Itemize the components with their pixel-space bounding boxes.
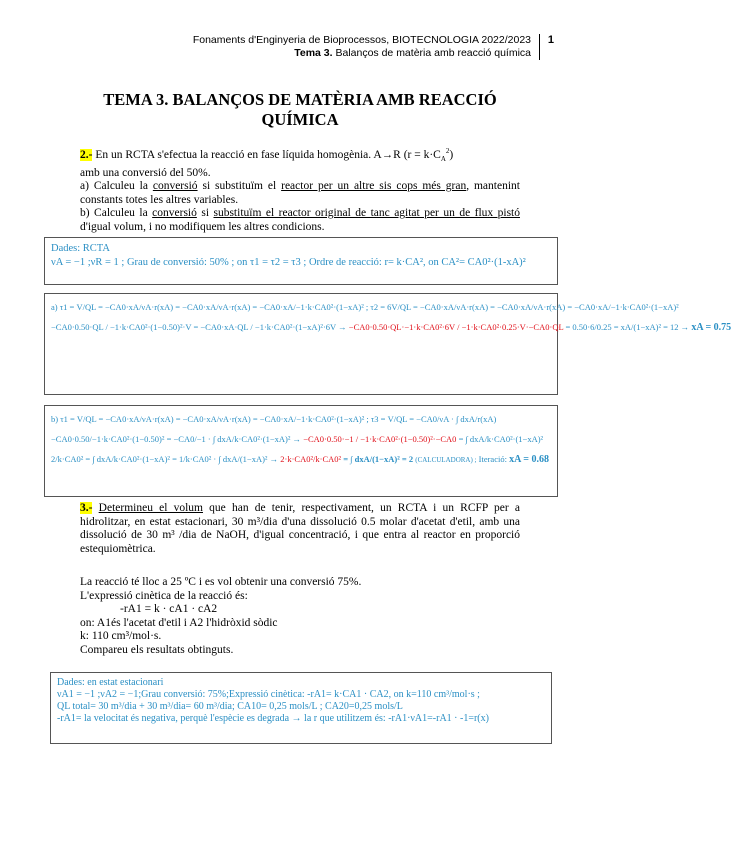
problem-2: 2.- En un RCTA s'efectua la reacció en fase líquida homogènia. A→R $(r = k\cdot C_A^2)$ amb una conversió del 50%. a) Calculeu la conversió si substituïm el reactor per un altre sis cops més gran, mantenint constants totes les altres variables. b) Calculeu la conversió si substituïm el reactor original de tanc agitat per un de flux pistó d'igual volum, i no modifiquem les altres condicions. [80,147,520,233]
solution-b-row-3: 2/k·CA0² = ∫ dxA/k·CA0²·(1−xA)² = 1/k·CA0² · ∫ dxA/(1−xA)² → 2·k·CA0²/k·CA0² = ∫ dxA/(1−xA)² = 2 (CALCULADORA) ; Iteració: xA = 0.68 [51,454,549,465]
problem-3-details: La reacció té lloc a 25 ºC i es vol obtenir una conversió 75%. L'expressió cinètica de la reacció és: -rA1 = k · cA1 · cA2 on: A1és l'acetat d'etil i A2 l'hidròxid sòdic k: 110 cm³/mol·s. Compareu els resultats obtinguts. [80,576,520,657]
document-header [193,34,540,60]
result-a: xA = 0.75 [691,322,731,333]
solution-a-row-2: −CA0·0.50·QL / −1·k·CA0²·(1−0.50)²·V = −CA0·xA·QL / −1·k·CA0²·(1−xA)²·6V → −CA0·0.50·QL·−1·k·CA0²·6V / −1·k·CA0²·0.25·V·−CA0·QL = 0.50·6/0.25 = xA/(1−xA)² = 12 → xA = 0.75 [51,322,731,333]
data-box-content: νA = −1 ;νR = 1 ; Grau de conversió: 50% ; on τ1 = τ2 = τ3 ; Ordre de reacció: r= k·CA², on CA²= CA0²·(1-xA)² [51,257,526,268]
page-title: TEMA 3. BALANÇOS DE MATÈRIA AMB REACCIÓ QUÍMICA [103,90,497,129]
data-box-title: Dades: RCTA [51,243,110,254]
solution-a-row-1: a) τ1 = V/QL = −CA0·xA/νA·r(xA) = −CA0·xA/νA·r(xA) = −CA0·xA/−1·k·CA0²·(1−xA)² ; τ2 = 6V/QL = −CA0·xA/νA·r(xA) = −CA0·xA/νA·r(xA) = −CA0·xA/−1·k·CA0²·(1−xA)² [51,302,679,312]
header-topic: Tema 3. Balanços de matèria amb reacció química [294,47,531,59]
problem-3: 3.- Determineu el volum que han de tenir, respectivament, un RCTA i un RCFP per a hidrolitzar, en estat estacionari, 30 m³/dia d'una dissolució 0.5 molar d'acetat d'etil, amb una dissolució de 30 m³ /dia de NaOH, d'igual concentració, i que entra al reactor en proporció estequiomètrica. [80,502,520,555]
page-number: 1 [547,34,554,46]
problem-number: 2.- [80,148,93,161]
data-box-steady-state: Dades: en estat estacionari νA1 = −1 ;νA2 = −1;Grau conversió: 75%;Expressió cinètica: -rA1= k·CA1 · CA2, on k=110 cm³/mol·s ; QL total= 30 m³/dia + 30 m³/dia= 60 m³/dia; CA10= 0,25 mols/L ; CA20=0,25 mols/L -rA1= la velocitat és negativa, perquè l'espècie es degrada → la r que utilitzem és: -rA1·νA1=-rA1 · -1=r(x) [50,672,552,744]
solution-b-row-1: b) τ1 = V/QL = −CA0·xA/νA·r(xA) = −CA0·xA/νA·r(xA) = −CA0·xA/−1·k·CA0²·(1−xA)² ; τ3 = V/QL = −CA0/νA · ∫ dxA/r(xA) [51,414,497,424]
data-box-title: Dades: en estat estacionari [57,677,164,688]
solution-b-row-2: −CA0·0.50/−1·k·CA0²·(1−0.50)² = −CA0/−1 · ∫ dxA/k·CA0²·(1−xA)² → −CA0·0.50·−1 / −1·k·CA0²·(1−0.50)²·−CA0 = ∫ dxA/k·CA0²·(1−xA)² [51,434,544,444]
header-course: Fonaments d'Enginyeria de Bioprocessos, BIOTECNOLOGIA 2022/2023 [192,34,531,46]
rate-equation: -rA1 = k · cA1 · cA2 [120,603,218,615]
result-b: xA = 0.68 [509,454,549,465]
problem-number: 3.- [80,502,93,514]
data-box-rcta [44,237,558,285]
solution-box-b [44,405,558,497]
solution-box-a [44,293,731,395]
